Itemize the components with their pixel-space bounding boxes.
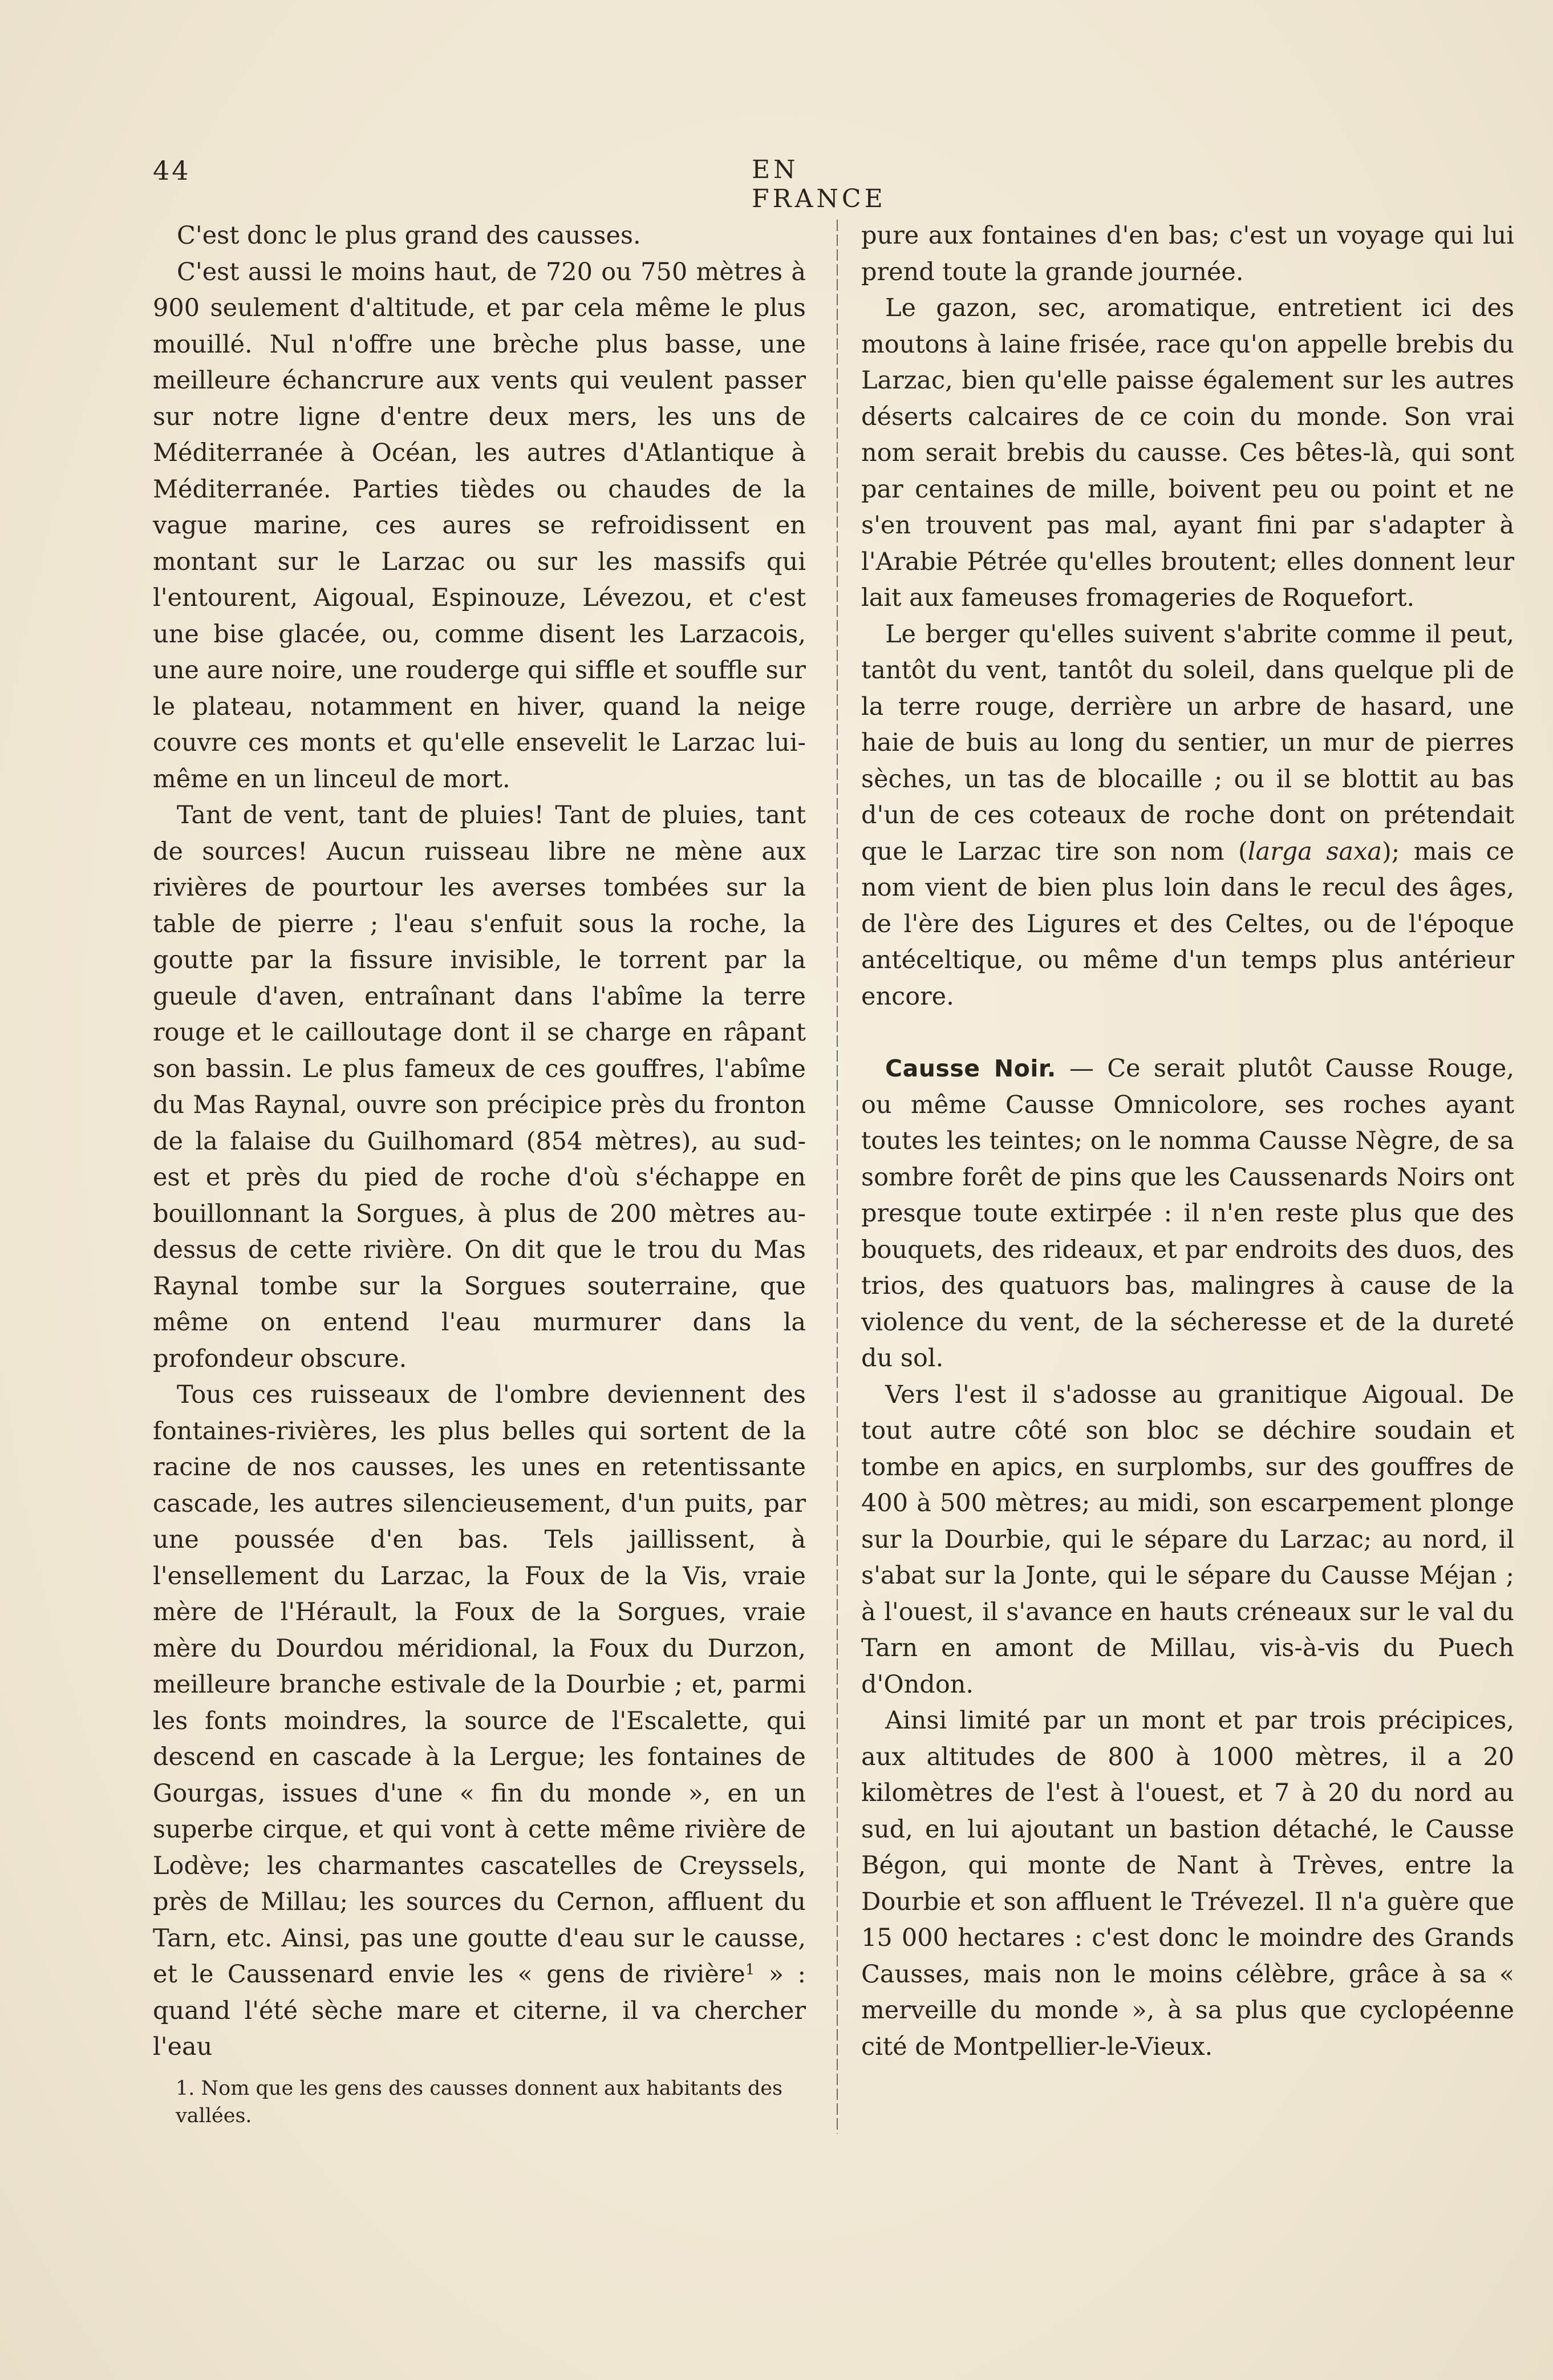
latin-term: larga saxa xyxy=(1247,837,1382,866)
column-divider xyxy=(837,220,838,2134)
page-number: 44 xyxy=(153,155,191,186)
left-paragraph-4-end: » : quand l'été sèche mare et citerne, il va chercher l'eau xyxy=(153,1960,806,2061)
right-paragraph-3-text: Le berger qu'elles suivent s'abrite comme il peut, tantôt du vent, tantôt du soleil, dans quelque pli de la terre rouge, derrière un arbre de hasard, une haie de buis au long du sentier, un mur de pierres sèches, un tas de blocaille ; ou il se blottit au bas d'un de ces coteaux de roche dont on prétendait que le Larzac tire son nom ( xyxy=(861,620,1514,866)
right-paragraph-4-text: — Ce serait plutôt Causse Rouge, ou même Causse Omnicolore, ses roches ayant toutes les teintes; on le nomma Causse Nègre, de sa sombre forêt de pins que les Caussenards Noirs ont presque toute extirpée : il n'en reste plus que des bouquets, des rideaux, et par endroits des duos, des trios, des quatuors bas, malingres à cause de la violence du vent, de la sécheresse et de la dureté du sol. xyxy=(861,1054,1514,1373)
right-paragraph-2: Le gazon, sec, aromatique, entretient ici des moutons à laine frisée, race qu'on appelle brebis du Larzac, bien qu'elle paisse également sur les autres déserts calcaires de ce coin du monde. Son vrai nom serait brebis du causse. Ces bêtes-là, qui sont par centaines de mille, boivent peu ou point et ne s'en trouvent pas mal, ayant fini par s'adapter à l'Arabie Pétrée qu'elles broutent; elles donnent leur lait aux fameuses fromageries de Roquefort. xyxy=(861,294,1514,612)
right-paragraph-4 xyxy=(861,1051,1514,1377)
left-paragraph-2: C'est aussi le moins haut, de 720 ou 750 mètres à 900 seulement d'altitude, et par cela même le plus mouillé. Nul n'offre une brèche plus basse, une meilleure échancrure aux vents qui veulent passer sur notre ligne d'entre deux mers, les uns de Méditerranée à Océan, les autres d'Atlantique à Méditerranée. Parties tièdes ou chaudes de la vague marine, ces aures se refroidissent en montant sur le Larzac ou sur les massifs qui l'entourent, Aigoual, Espinouze, Lévezou, et c'est une bise glacée, ou, comme disent les Larzacois, une aure noire, une rouderge qui siffle et souffle sur le plateau, notamment en hiver, quand la neige couvre ces monts et qu'elle ensevelit le Larzac lui-même en un linceul de mort. xyxy=(153,257,806,794)
left-paragraph-4 xyxy=(153,1377,806,2066)
footnote-marker: 1 xyxy=(745,1961,755,1978)
running-head xyxy=(153,155,913,213)
running-title: EN FRANCE xyxy=(752,155,886,213)
right-paragraph-3-end: ); mais ce nom vient de bien plus loin dans le recul des âges, de l'ère des Ligures et des Celtes, ou de l'époque antéceltique, ou même d'un temps plus antérieur encore. xyxy=(861,837,1514,1011)
right-paragraph-5: Vers l'est il s'adosse au granitique Aigoual. De tout autre côté son bloc se déchire soudain et tombe en apics, en surplombs, sur des gouffres de 400 à 500 mètres; au midi, son escarpement plonge sur la Dourbie, qui le sépare du Larzac; au nord, il s'abat sur la Jonte, qui le sépare du Causse Méjan ; à l'ouest, il s'avance en hauts créneaux sur le val du Tarn en amont de Millau, vis-à-vis du Puech d'Ondon. xyxy=(861,1380,1514,1699)
section-gap xyxy=(861,1015,1514,1051)
footnote: 1. Nom que les gens des causses donnent aux habitants des vallées. xyxy=(176,2077,782,2127)
section-title: Causse Noir. xyxy=(885,1055,1056,1082)
left-paragraph-3: Tant de vent, tant de pluies! Tant de pluies, tant de sources! Aucun ruisseau libre ne mène aux rivières de pourtour les averses tombées sur la table de pierre ; l'eau s'enfuit sous la roche, la goutte par la fissure invisible, le torrent par la gueule d'aven, entraînant dans l'abîme la terre rouge et le cailloutage dont il se charge en râpant son bassin. Le plus fameux de ces gouffres, l'abîme du Mas Raynal, ouvre son précipice près du fronton de la falaise du Guilhomard (854 mètres), au sud-est et près du pied de roche d'où s'échappe en bouillonnant la Sorgues, à plus de 200 mètres au-dessus de cette rivière. On dit que le trou du Mas Raynal tombe sur la Sorgues souterraine, que même on entend l'eau murmurer dans la profondeur obscure. xyxy=(153,801,806,1373)
left-paragraph-4-text: Tous ces ruisseaux de l'ombre deviennent des fontaines-rivières, les plus belles qui sortent de la racine de nos causses, les unes en retentissante cascade, les autres silencieusement, d'un puits, par une poussée d'en bas. Tels jaillissent, à l'ensellement du Larzac, la Foux de la Vis, vraie mère de l'Hérault, la Foux de la Sorgues, vraie mère du Dourdou méridional, la Foux du Durzon, meilleure branche estivale de la Dourbie ; et, parmi les fonts moindres, la source de l'Escalette, qui descend en cascade à la Lergue; les fontaines de Gourgas, issues d'une « fin du monde », en un superbe cirque, et qui vont à cette même rivière de Lodève; les charmantes cascatelles de Creyssels, près de Millau; les sources du Cernon, affluent du Tarn, etc. Ainsi, pas une goutte d'eau sur le causse, et le Caussenard envie les « gens de rivière xyxy=(153,1381,806,1989)
left-column xyxy=(153,218,806,2130)
right-paragraph-6: Ainsi limité par un mont et par trois précipices, aux altitudes de 800 à 1000 mètres, il a 20 kilomètres de l'est à l'ouest, et 7 à 20 du nord au sud, en lui ajoutant un bastion détaché, le Causse Bégon, qui monte de Nant à Trèves, entre la Dourbie et son affluent le Trévezel. Il n'a guère que 15 000 hectares : c'est donc le moindre des Grands Causses, mais non le moins célèbre, grâce à sa « merveille du monde », à sa plus que cyclopéenne cité de Montpellier-le-Vieux. xyxy=(861,1706,1514,2061)
right-paragraph-3 xyxy=(861,617,1514,1015)
right-paragraph-1: pure aux fontaines d'en bas; c'est un voyage qui lui prend toute la grande journée. xyxy=(861,221,1514,286)
right-column xyxy=(861,218,1514,2065)
left-paragraph-1: C'est donc le plus grand des causses. xyxy=(177,221,641,250)
